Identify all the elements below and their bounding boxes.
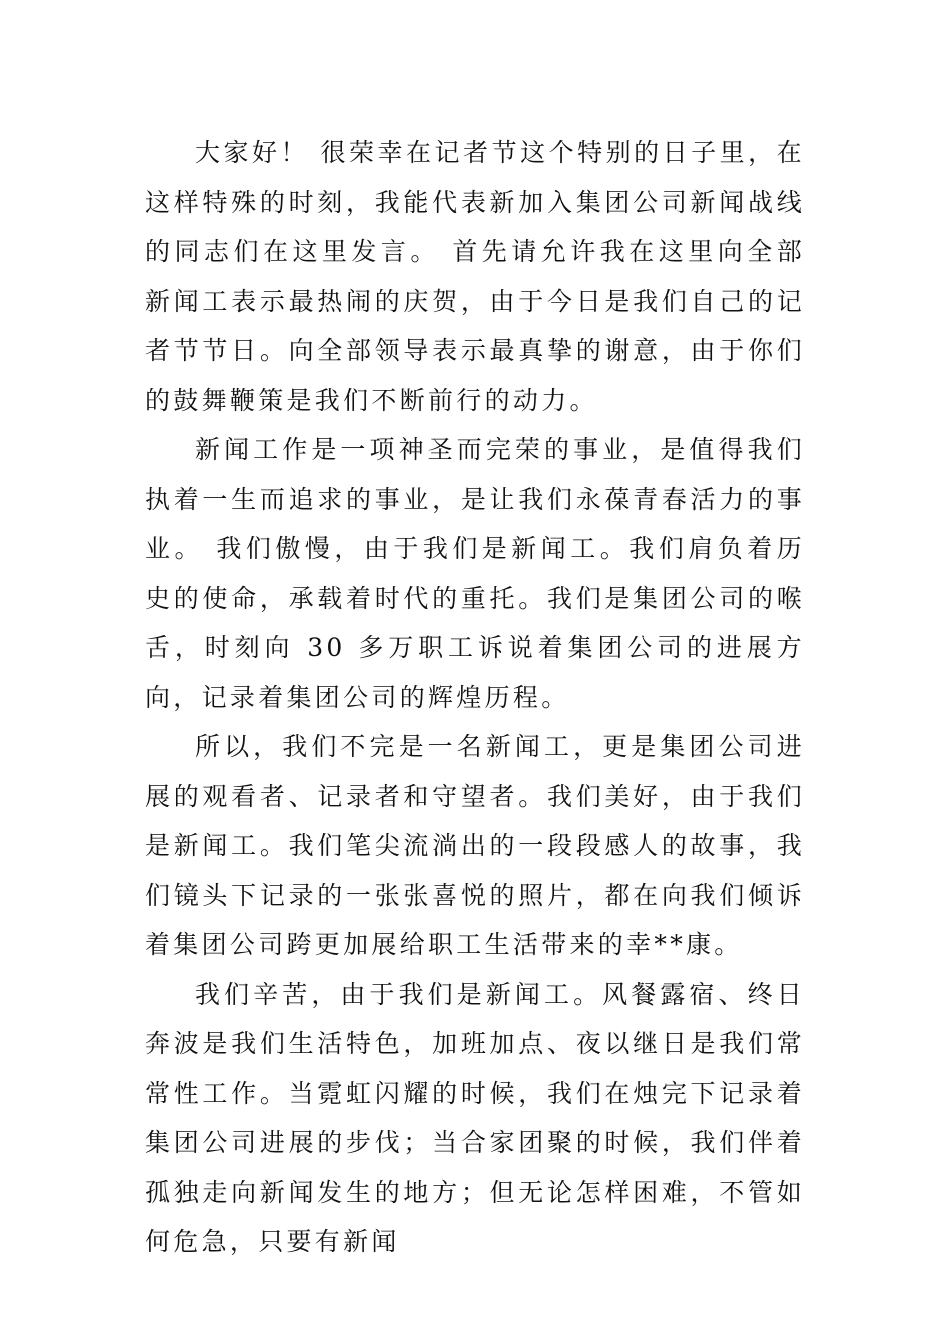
paragraph-1: 大家好！ 很荣幸在记者节这个特别的日子里，在这样特殊的时刻，我能代表新加入集团公司新闻战线的同志们在这里发言。 首先请允许我在这里向全部新闻工表示最热闹的庆贺，由于今日是我们自己的记者节节日。向全部领导表示最真挚的谢意，由于你们的鼓舞鞭策是我们不断前行的动力。 (145, 138, 805, 415)
document-body (145, 128, 805, 1267)
paragraph-4: 我们辛苦，由于我们是新闻工。风餐露宿、终日奔波是我们生活特色，加班加点、夜以继日是我们常常性工作。当霓虹闪耀的时候，我们在烛完下记录着集团公司进展的步伐；当合家团聚的时候，我们伴着孤独走向新闻发生的地方；但无论怎样困难，不管如何危急，只要有新闻 (145, 979, 805, 1256)
paragraph-3: 所以，我们不完是一名新闻工，更是集团公司进展的观看者、记录者和守望者。我们美好，由于我们是新闻工。我们笔尖流淌出的一段段感人的故事，我们镜头下记录的一张张喜悦的照片，都在向我们倾诉着集团公司跨更加展给职工生活带来的幸**康。 (145, 732, 805, 959)
paragraph-2: 新闻工作是一项神圣而完荣的事业，是值得我们执着一生而追求的事业，是让我们永葆青春活力的事业。 我们傲慢，由于我们是新闻工。我们肩负着历史的使命，承载着时代的重托。我们是集团公司的喉舌，时刻向 30 多万职工诉说着集团公司的进展方向，记录着集团公司的辉煌历程。 (145, 435, 805, 712)
